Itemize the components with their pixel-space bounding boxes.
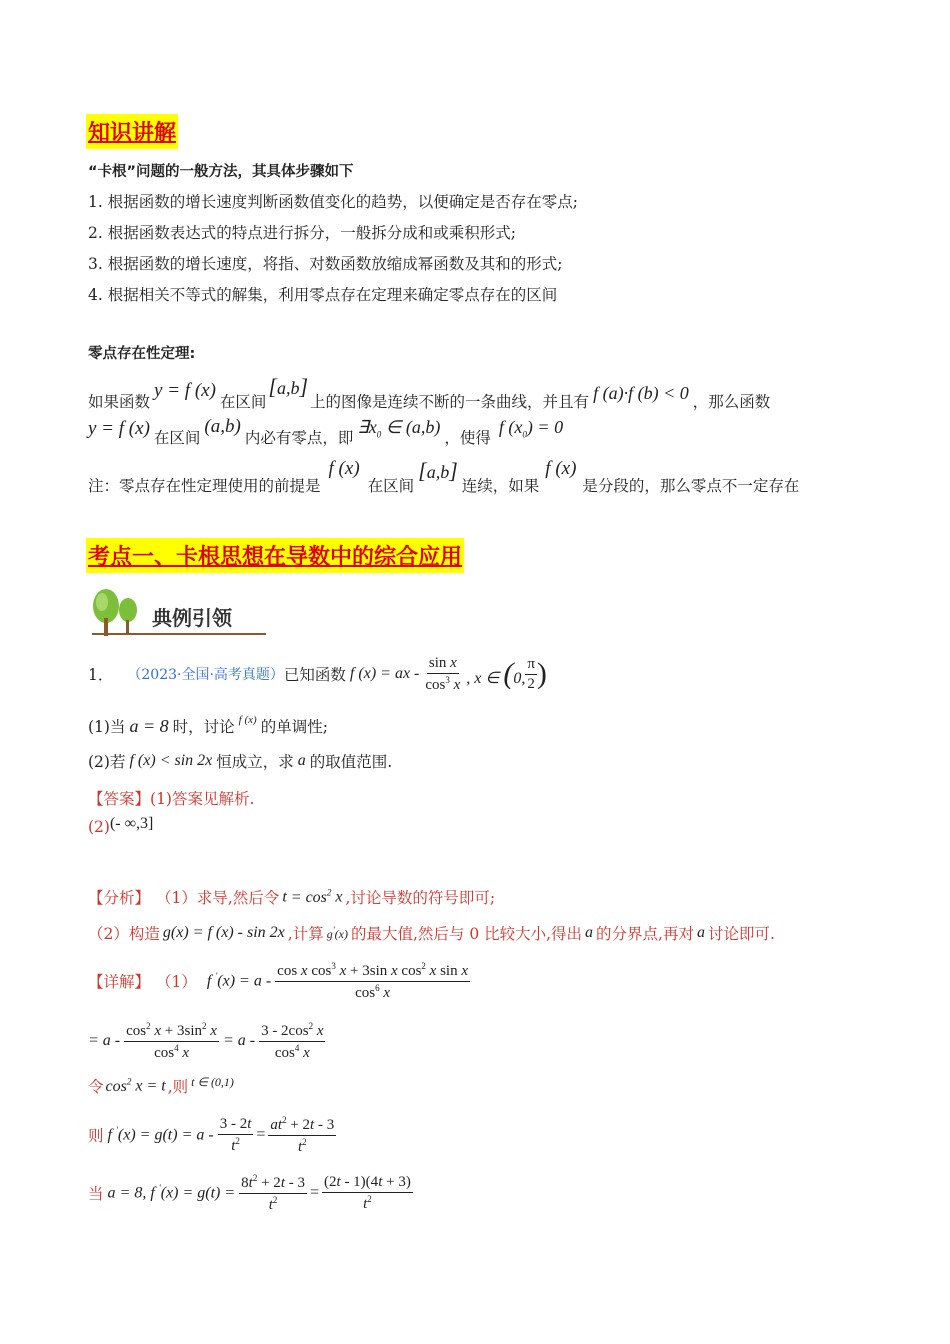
step-3: 3. 根据函数的增长速度，将指、对数函数放缩成幂函数及其和的形式; xyxy=(88,255,563,273)
formula: (- ∞,3] xyxy=(109,815,154,832)
formula: = xyxy=(309,1184,320,1201)
formula: $\exists x_0$ ∈ (a,b) xyxy=(357,417,441,440)
section-title-knowledge: 知识讲解 xyxy=(86,114,178,149)
formula: [a,b] xyxy=(268,374,309,399)
formula: f (x) < sin 2x xyxy=(129,752,213,769)
formula: = a - xyxy=(222,1032,256,1049)
theorem-text: ，那么函数 xyxy=(692,393,771,411)
formula: ) xyxy=(536,657,547,690)
question-2 xyxy=(88,750,392,772)
formula: $\frac{at^2 + 2t - 3}{t^2}$ xyxy=(270,1114,335,1155)
theorem-title: 零点存在性定理: xyxy=(88,346,196,362)
answer-1 xyxy=(88,787,254,809)
theorem-text: 在区间 xyxy=(367,477,415,495)
q-text: 的单调性; xyxy=(260,718,328,736)
analysis-text: （1）求导,然后令 xyxy=(156,889,280,907)
theorem-text: 连续，如果 xyxy=(461,477,540,495)
detail-2 xyxy=(88,1018,325,1064)
theorem-text: 在区间 xyxy=(153,429,201,447)
formula: $\frac{\pi}{2}$ xyxy=(527,655,535,692)
theorem-text: ，使得 xyxy=(444,429,491,447)
formula: y = f (x) xyxy=(88,418,150,439)
formula: $\frac{3 - 2\cos^2 x}{\cos^4 x}$ xyxy=(261,1020,324,1061)
badge-label: 典例引领 xyxy=(152,606,232,630)
detail-text: （1） xyxy=(156,973,197,991)
detail-text: 当 xyxy=(88,1185,104,1203)
formula: = a - xyxy=(88,1032,121,1049)
analysis-text: 的分界点,再对 xyxy=(596,925,694,943)
detail-1 xyxy=(88,958,470,1004)
formula: $\frac{8t^2 + 2t - 3}{t^2}$ xyxy=(241,1172,305,1213)
method-subtitle: “卡根”问题的一般方法，其具体步骤如下 xyxy=(88,164,354,180)
formula: $\frac{\cos^2 x + 3\sin^2 x}{\cos^4 x}$ xyxy=(126,1020,217,1061)
formula: [a,b] xyxy=(418,458,458,483)
q-text: 恒成立，求 xyxy=(216,753,294,771)
problem-intro: 已知函数 xyxy=(283,666,346,684)
formula: a xyxy=(297,752,306,769)
formula: $\frac{3 - 2t}{t^2}$ xyxy=(219,1115,252,1154)
q-text: (2)若 xyxy=(88,753,126,771)
q-text: 的取值范围. xyxy=(309,753,393,771)
detail-5 xyxy=(88,1170,413,1216)
problem-number: 1． xyxy=(88,666,114,684)
problem-source: （2023·全国·高考真题） xyxy=(127,667,284,683)
formula: a xyxy=(585,924,594,941)
formula: y = f (x) xyxy=(154,380,216,401)
formula: t ∈ (0,1) xyxy=(191,1074,234,1089)
formula: a xyxy=(696,924,705,941)
formula: f $(x_0) = 0$ xyxy=(498,417,564,440)
example-badge xyxy=(88,588,268,638)
detail-4 xyxy=(88,1112,336,1158)
theorem-text: 内必有零点，即 xyxy=(244,429,354,447)
step-2: 2. 根据函数表达式的特点进行拆分，一般拆分成和或乘积形式; xyxy=(88,224,516,242)
formula: f '(x) = g(t) = a - xyxy=(107,1125,214,1144)
analysis-text: 讨论即可. xyxy=(707,925,775,943)
formula: (a,b) xyxy=(204,416,241,437)
formula: f (x) xyxy=(328,458,360,479)
question-1 xyxy=(88,715,328,737)
detail-label: 【详解】 xyxy=(88,973,151,991)
theorem-text: 在区间 xyxy=(219,393,267,411)
formula: a = 8 xyxy=(129,715,169,736)
formula: $\frac{\text{sin x}}{\cos^3 x}$ xyxy=(425,654,461,693)
formula: f (x) xyxy=(545,458,577,479)
answer-text: (1)答案见解析. xyxy=(150,790,255,808)
formula: $\cos^2 x = t$ xyxy=(105,1076,166,1095)
formula: $\frac{\cos x \cos^3 x + 3\sin x \cos^2 x \sin x}{\cos^6 x}$ xyxy=(277,960,469,1001)
detail-text: 令 xyxy=(88,1078,104,1096)
section-title-topic-1: 考点一、卡根思想在导数中的综合应用 xyxy=(86,538,464,573)
q-text: 时，讨论 xyxy=(172,718,235,736)
theorem-text: 如果函数 xyxy=(88,393,151,411)
formula: f (x) = ax - xyxy=(349,665,420,682)
formula: g'(x) xyxy=(326,924,348,941)
formula: = xyxy=(256,1126,266,1143)
analysis-text: （2）构造 xyxy=(88,925,160,943)
formula: g(x) = f (x) - sin 2x xyxy=(162,924,285,941)
analysis-text: ,计算 xyxy=(287,925,324,943)
detail-text: 则 xyxy=(88,1127,104,1145)
formula: f (a)·f (b) < 0 xyxy=(593,383,689,403)
theorem-text: 上的图像是连续不断的一条曲线，并且有 xyxy=(310,393,590,411)
theorem-line-2 xyxy=(88,410,563,448)
detail-text: ,则 xyxy=(167,1078,189,1096)
theorem-line-1 xyxy=(88,372,770,412)
analysis-1 xyxy=(88,886,495,908)
theorem-note xyxy=(88,456,799,496)
formula: f (x) xyxy=(238,714,257,726)
theorem-text: 注：零点存在性定理使用的前提是 xyxy=(88,477,321,495)
analysis-label: 【分析】 xyxy=(88,889,151,907)
formula: f '(x) = a - xyxy=(206,971,272,990)
analysis-text: 的最大值,然后与 0 比较大小,得出 xyxy=(350,925,583,943)
step-4: 4. 根据相关不等式的解集，利用零点存在定理来确定零点存在的区间 xyxy=(88,286,558,304)
formula: $\frac{(2t - 1)(4t + 3)}{t^2}$ xyxy=(324,1173,411,1212)
answer-text: (2) xyxy=(88,818,110,836)
answer-2 xyxy=(88,815,154,836)
step-1: 1. 根据函数的增长速度判断函数值变化的趋势，以便确定是否存在零点; xyxy=(88,193,578,211)
theorem-text: 是分段的，那么零点不一定存在 xyxy=(582,477,800,495)
answer-label: 【答案】 xyxy=(88,790,151,808)
formula: $t = \cos^2 x$ xyxy=(282,887,343,906)
analysis-2 xyxy=(88,922,775,944)
formula: a = 8, f '(x) = g(t) = xyxy=(107,1183,236,1202)
detail-3 xyxy=(88,1075,234,1097)
analysis-text: ,讨论导数的符号即可; xyxy=(345,889,496,907)
problem-line xyxy=(88,652,547,696)
q-text: (1)当 xyxy=(88,718,126,736)
formula: , x ∈ (0, xyxy=(466,657,526,690)
